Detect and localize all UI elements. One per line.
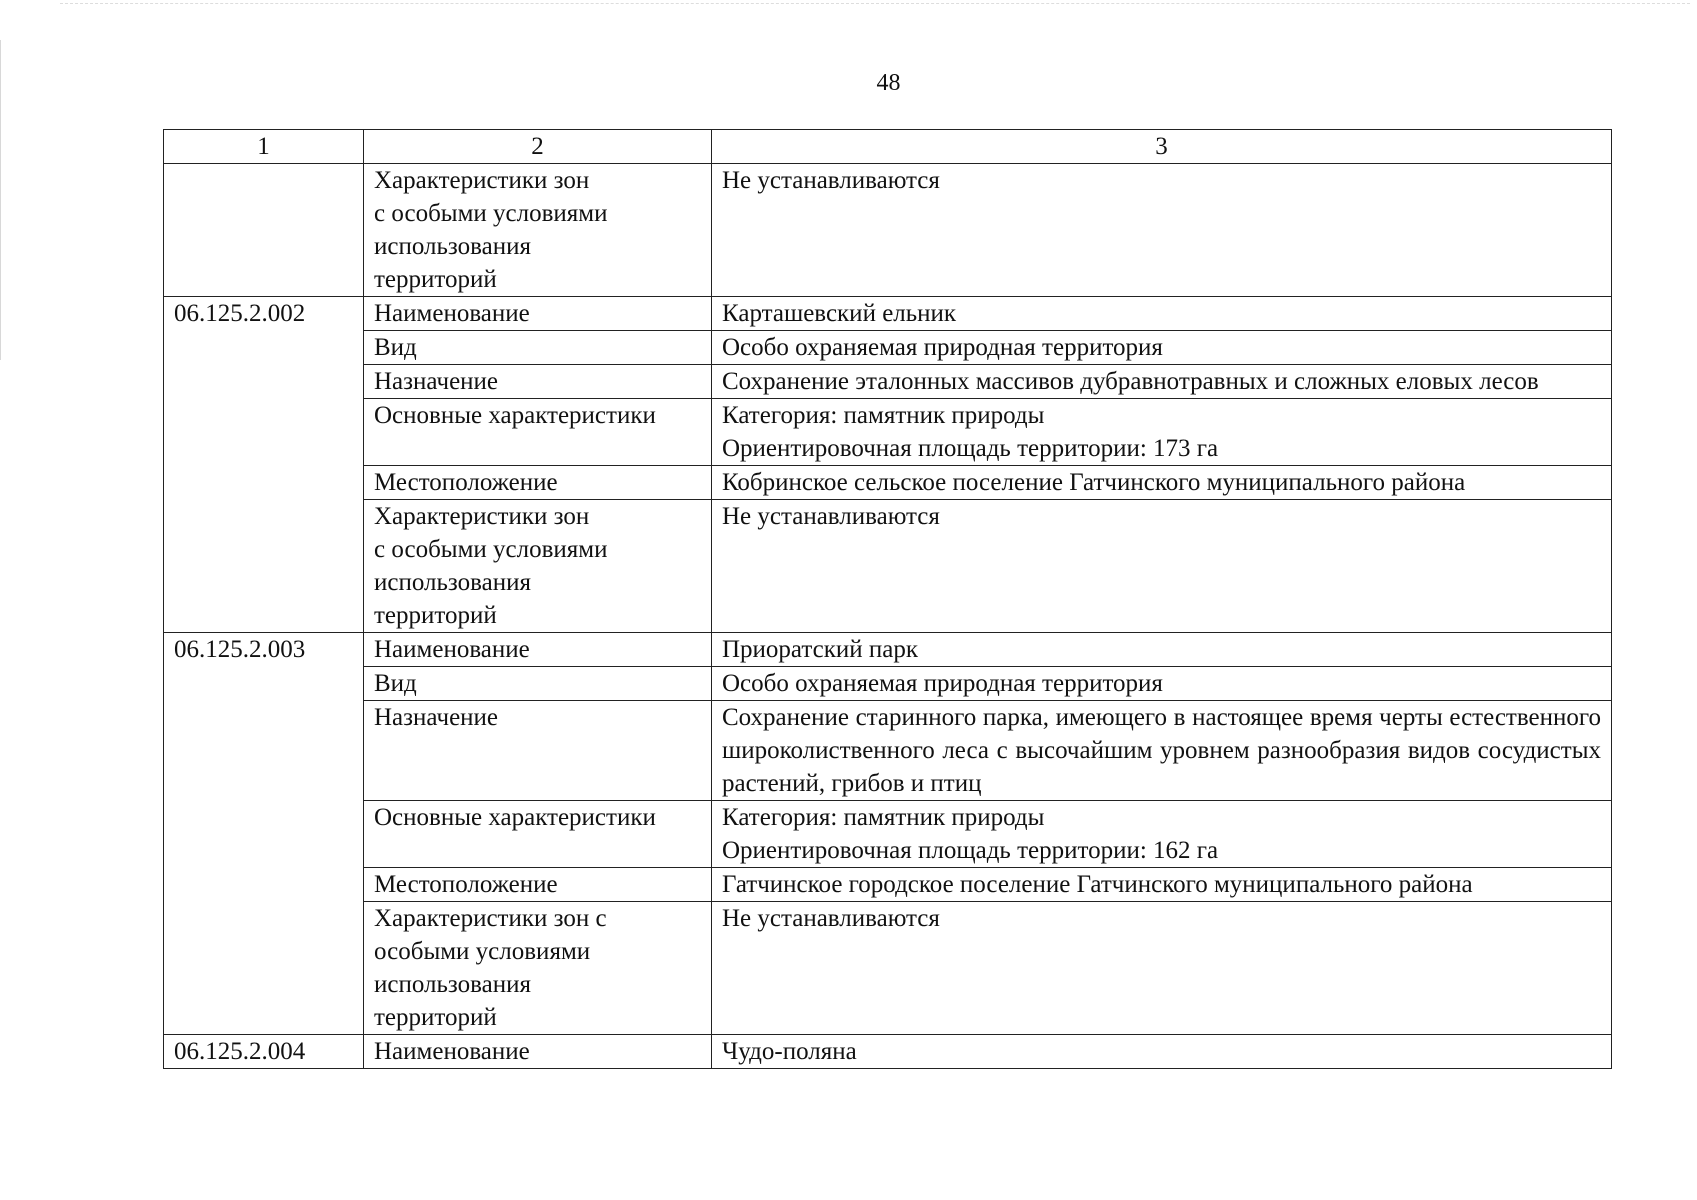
attribute-value-cell: Особо охраняемая природная территория	[712, 331, 1612, 365]
attribute-value-cell	[712, 399, 1612, 466]
label-line: Характеристики зон с	[374, 905, 607, 932]
label-line: использования	[374, 233, 531, 260]
attribute-label-cell: Местоположение	[364, 466, 712, 500]
table-row	[164, 1035, 1612, 1069]
attribute-label-cell: Вид	[364, 667, 712, 701]
table-row	[164, 500, 1612, 633]
attribute-label-cell	[364, 500, 712, 633]
attribute-value-cell: Не устанавливаются	[712, 164, 1612, 297]
table-row	[164, 164, 1612, 297]
value-line: Ориентировочная площадь территории: 173 га	[722, 435, 1219, 462]
table-row	[164, 701, 1612, 801]
attribute-value-cell: Кобринское сельское поселение Гатчинского муниципального района	[712, 466, 1612, 500]
column-header-2: 2	[364, 130, 712, 164]
value-line: Категория: памятник природы	[722, 402, 1045, 429]
attribute-value-cell: Особо охраняемая природная территория	[712, 667, 1612, 701]
label-line: с особыми условиями	[374, 536, 608, 563]
zones-table	[163, 129, 1612, 1069]
label-line: Характеристики зон	[374, 503, 590, 530]
attribute-value-cell: Гатчинское городское поселение Гатчинского муниципального района	[712, 868, 1612, 902]
object-code-cell: 06.125.2.002	[164, 297, 364, 633]
table-row	[164, 868, 1612, 902]
value-line: Ориентировочная площадь территории: 162 га	[722, 837, 1219, 864]
table-row	[164, 633, 1612, 667]
table-row	[164, 297, 1612, 331]
attribute-label-cell	[364, 164, 712, 297]
attribute-label-cell: Местоположение	[364, 868, 712, 902]
object-code-cell	[164, 164, 364, 297]
attribute-label-cell: Наименование	[364, 297, 712, 331]
label-line: территорий	[374, 1004, 497, 1031]
label-line: особыми условиями	[374, 938, 591, 965]
attribute-value-cell: Не устанавливаются	[712, 500, 1612, 633]
label-line: территорий	[374, 266, 497, 293]
attribute-label-cell: Назначение	[364, 365, 712, 399]
attribute-value-cell: Приоратский парк	[712, 633, 1612, 667]
column-header-3: 3	[712, 130, 1612, 164]
table-row	[164, 331, 1612, 365]
value-line: Категория: памятник природы	[722, 804, 1045, 831]
table-row	[164, 902, 1612, 1035]
attribute-label-cell: Назначение	[364, 701, 712, 801]
column-header-1: 1	[164, 130, 364, 164]
attribute-label-cell: Наименование	[364, 633, 712, 667]
table-row	[164, 801, 1612, 868]
table-row	[164, 365, 1612, 399]
attribute-value-cell: Сохранение старинного парка, имеющего в настоящее время черты естественного широколиственного леса с высочайшим уровнем разнообразия видов сосудистых растений, грибов и птиц	[712, 701, 1612, 801]
attribute-label-cell: Вид	[364, 331, 712, 365]
attribute-value-cell: Чудо-поляна	[712, 1035, 1612, 1069]
page-number: 48	[876, 70, 901, 96]
attribute-label-cell	[364, 902, 712, 1035]
label-line: использования	[374, 971, 531, 998]
label-line: использования	[374, 569, 531, 596]
object-code-cell: 06.125.2.003	[164, 633, 364, 1035]
table-header-row	[164, 130, 1612, 164]
table-row	[164, 667, 1612, 701]
object-code-cell: 06.125.2.004	[164, 1035, 364, 1069]
table-row	[164, 466, 1612, 500]
attribute-label-cell: Наименование	[364, 1035, 712, 1069]
attribute-value-cell	[712, 801, 1612, 868]
table-row	[164, 399, 1612, 466]
label-line: с особыми условиями	[374, 200, 608, 227]
label-line: Характеристики зон	[374, 167, 590, 194]
label-line: территорий	[374, 602, 497, 629]
attribute-value-cell: Не устанавливаются	[712, 902, 1612, 1035]
attribute-value-cell: Карташевский ельник	[712, 297, 1612, 331]
attribute-value-cell: Сохранение эталонных массивов дубравнотравных и сложных еловых лесов	[712, 365, 1612, 399]
scan-artifact-line	[60, 3, 1690, 4]
attribute-label-cell: Основные характеристики	[364, 801, 712, 868]
attribute-label-cell: Основные характеристики	[364, 399, 712, 466]
